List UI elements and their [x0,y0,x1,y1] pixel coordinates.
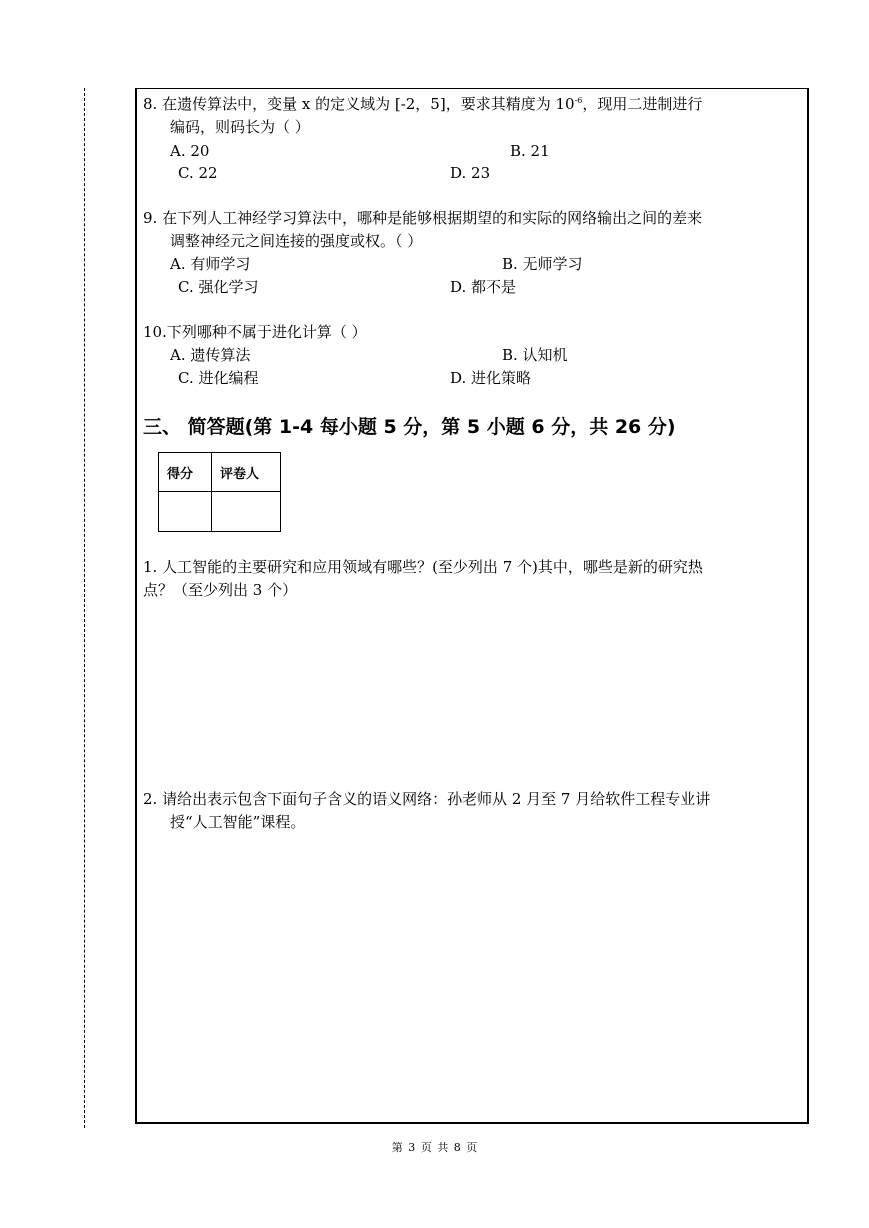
q8-line1: 8. 在遗传算法中，变量 x 的定义域为 [-2，5]，要求其精度为 $10^{-6}$，现用二进制进行 [143,95,703,113]
q10-option-b: B. 认知机 [502,346,568,364]
score-entry-cell [159,492,212,532]
sa-q2-line1: 2. 请给出表示包含下面句子含义的语义网络：孙老师从 2 月至 7 月给软件工程专业讲 [143,790,711,808]
q9-option-b: B. 无师学习 [502,255,583,273]
q10-line1: 10.下列哪种不属于进化计算（ ） [143,323,367,341]
q10-option-a: A. 遗传算法 [170,346,251,364]
section-3-heading: 三、 简答题(第 1-4 每小题 5 分，第 5 小题 6 分，共 26 分) [143,416,676,438]
grader-header-cell: 评卷人 [212,453,281,492]
q8-option-b: B. 21 [510,142,550,160]
sa-q1-line2: 点？（至少列出 3 个） [143,581,298,599]
q10-option-d: D. 进化策略 [450,369,532,387]
score-table [158,452,281,532]
q9-option-d: D. 都不是 [450,278,517,296]
score-header-cell: 得分 [159,453,212,492]
q9-line1: 9. 在下列人工神经学习算法中，哪种是能够根据期望的和实际的网络输出之间的差来 [143,209,703,227]
q9-option-a: A. 有师学习 [170,255,251,273]
q9-option-c: C. 强化学习 [178,278,259,296]
page-number-footer: 第 3 页 共 8 页 [391,1141,478,1154]
binding-dashed-line [84,88,85,1128]
grader-entry-cell [212,492,281,532]
q8-option-d: D. 23 [450,164,491,182]
q8-option-a: A. 20 [170,142,210,160]
sa-q1-line1: 1. 人工智能的主要研究和应用领域有哪些？(至少列出 7 个)其中，哪些是新的研究热 [143,558,703,576]
q8-option-c: C. 22 [178,164,218,182]
q8-line2: 编码，则码长为（ ） [170,118,310,136]
sa-q2-line2: 授“人工智能”课程。 [170,813,306,831]
q8-exponent: -6 [574,96,583,105]
q9-line2: 调整神经元之间连接的强度或权。（ ） [170,232,423,250]
q10-option-c: C. 进化编程 [178,369,259,387]
